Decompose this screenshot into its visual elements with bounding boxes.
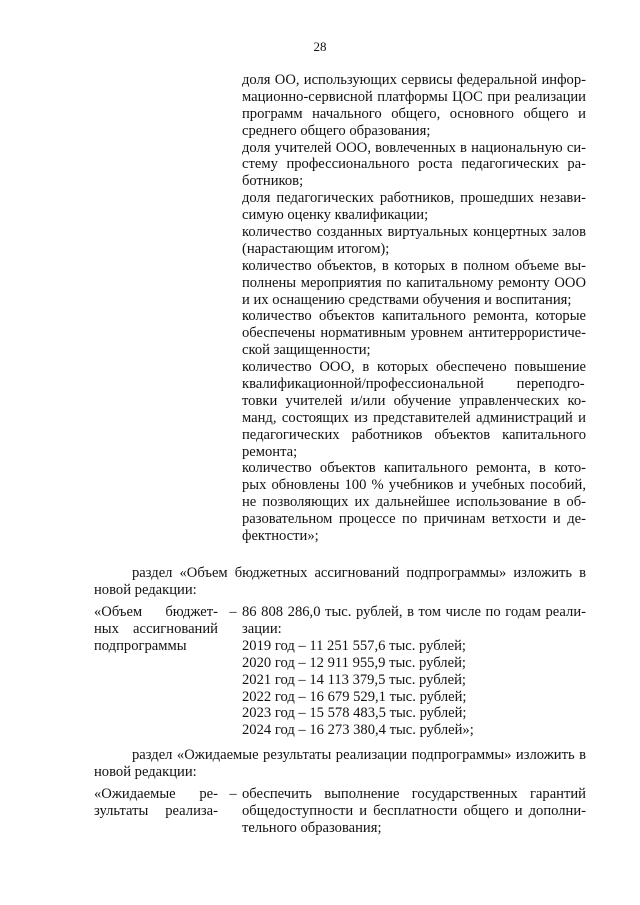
indicator-list [242, 72, 586, 545]
budget-label [94, 604, 218, 655]
indicator-item [242, 308, 586, 359]
text-line: мационно-сервисной платформы ЦОС при реализации [242, 88, 586, 105]
text-line: программ начального общего, основного общего и [242, 105, 586, 122]
text-line: количество ООО, в которых обеспечено повышение [242, 359, 586, 376]
text-line: количество объектов, в которых в полном объеме вы- [242, 257, 586, 274]
budget-year-line: 2022 год – 16 679 529,1 тыс. рублей; [242, 688, 467, 705]
budget-year-line: 2024 год – 16 273 380,4 тыс. рублей»; [242, 722, 474, 739]
text-line: фектности»; [242, 528, 319, 545]
text-line: раздел «Объем бюджетных ассигнований подпрограммы» изложить в [132, 565, 586, 581]
results-label [94, 786, 218, 820]
text-line: раздел «Ожидаемые результаты реализации подпрограммы» изложить в [132, 747, 586, 763]
dash-separator: – [229, 604, 237, 620]
budget-row [94, 604, 586, 744]
text-line: доля ОО, использующих сервисы федеральной инфор- [242, 72, 586, 88]
text-line: манд, состоящих из представителей администраций и [242, 409, 586, 426]
text-line: ных ассигнований [94, 620, 218, 637]
text-line: рых обновлены 100 % учебников и учебных пособий, [242, 477, 586, 494]
indicator-item [242, 258, 586, 309]
section-intro-results [94, 747, 586, 781]
text-line: и их оснащению средствами обучения и воспитания; [242, 291, 572, 308]
budget-year-line: 2023 год – 15 578 483,5 тыс. рублей; [242, 705, 467, 722]
text-line: доля педагогических работников, прошедших незави- [242, 190, 586, 207]
text-line: подпрограммы [94, 637, 187, 654]
text-line: ботников; [242, 173, 304, 190]
indicator-item [242, 190, 586, 224]
text-line: товки учителей и/или обучение управленческих ко- [242, 392, 586, 409]
dash-separator: – [229, 786, 237, 802]
text-line: количество объектов капитального ремонта, в кото- [242, 460, 586, 477]
text-line: обеспечены нормативным уровнем антитеррористиче- [242, 325, 586, 342]
text-line: количество объектов капитального ремонта, которые [242, 308, 586, 325]
text-line: общедоступности и бесплатности общего и дополни- [242, 802, 586, 819]
text-line: среднего общего образования; [242, 122, 431, 139]
text-line: разовательном процессе по причинам ветхости и де- [242, 511, 586, 528]
text-line: (нарастающим итогом); [242, 240, 390, 257]
text-line: зультаты реализа- [94, 802, 218, 819]
budget-value [242, 604, 586, 739]
text-line: тельного образования; [242, 819, 382, 836]
budget-year-line: 2021 год – 14 113 379,5 тыс. рублей; [242, 671, 466, 688]
text-line: педагогических работников объектов капитального [242, 426, 586, 443]
text-line: не позволяющих их дальнейшее использование в об- [242, 494, 586, 511]
indicator-item [242, 460, 586, 544]
indicator-item [242, 224, 586, 258]
text-line: 86 808 286,0 тыс. рублей, в том числе по годам реали- [242, 604, 586, 620]
indicator-item [242, 140, 586, 191]
budget-year-line: 2020 год – 12 911 955,9 тыс. рублей; [242, 654, 466, 671]
text-line: симую оценку квалификации; [242, 207, 429, 224]
indicator-item [242, 359, 586, 460]
text-line: доля учителей ООО, вовлеченных в национальную си- [242, 139, 586, 156]
indicator-item [242, 72, 586, 140]
text-line: «Объем бюджет- [94, 604, 218, 620]
text-line: ской защищенности; [242, 342, 371, 359]
budget-year-line: 2019 год – 11 251 557,6 тыс. рублей; [242, 637, 466, 654]
results-row [94, 786, 586, 842]
text-line: стему профессионального роста педагогических ра- [242, 156, 586, 173]
results-value [242, 786, 586, 837]
section-intro-budget [94, 565, 586, 599]
text-line: количество созданных виртуальных концертных залов [242, 224, 586, 241]
text-line: квалификационной/профессиональной переподго- [242, 376, 585, 393]
text-line: новой редакции: [94, 763, 197, 780]
text-line: зации: [242, 620, 282, 637]
text-line: полнены мероприятия по капитальному ремонту ООО [242, 274, 586, 291]
text-line: «Ожидаемые ре- [94, 786, 218, 802]
text-line: новой редакции: [94, 581, 197, 598]
text-line: ремонта; [242, 443, 298, 460]
page-number: 28 [313, 39, 327, 54]
text-line: обеспечить выполнение государственных гарантий [242, 786, 586, 802]
